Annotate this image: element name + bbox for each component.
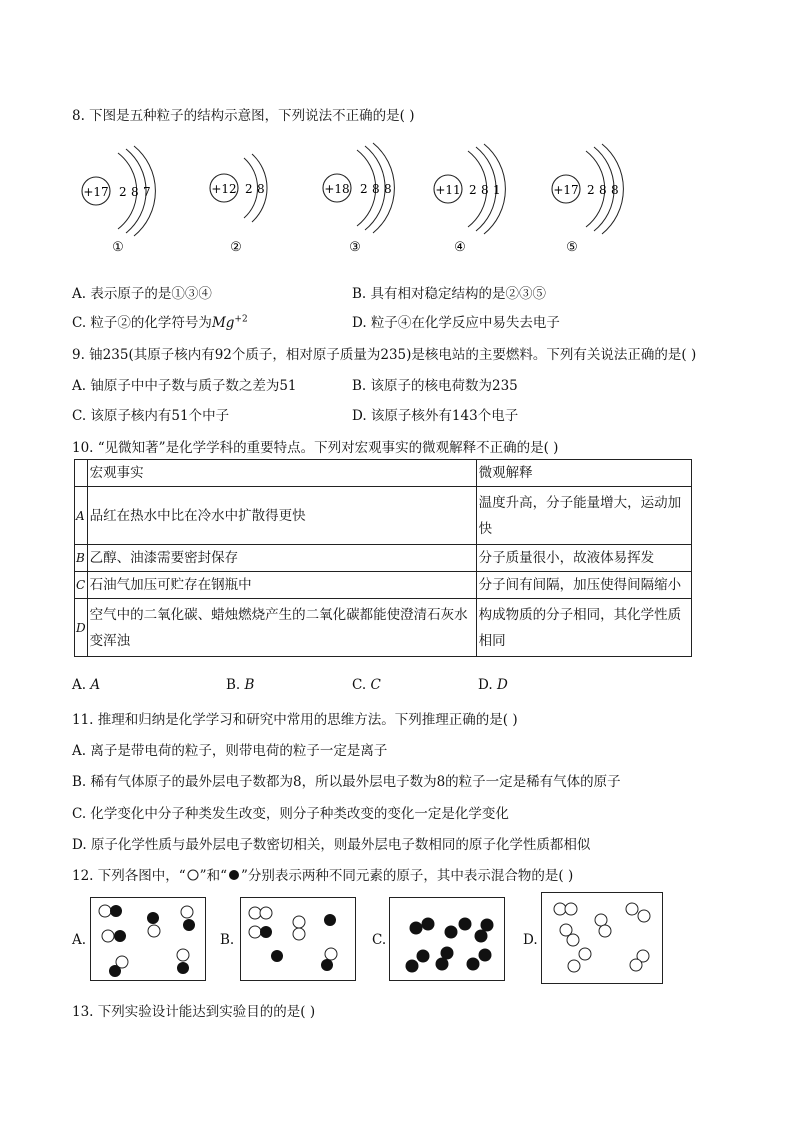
svg-text:④: ④ [454,240,466,255]
row-fact: 乙醇、油漆需要密封保存 [87,545,476,572]
row-letter: A [75,487,88,545]
q9-option-b: B. 该原子的核电荷数为235 [352,378,518,394]
q12-label-c: C. [372,932,387,948]
table-row [75,545,692,572]
nucleus-charge: +17 [83,185,109,199]
q12-label-a: A. [72,932,87,948]
row-fact: 品红在热水中比在冷水中扩散得更快 [87,487,476,545]
q10-answer-d: D. D [478,677,508,693]
q11-option-c: C. 化学变化中分子种类发生改变，则分子种类改变的变化一定是化学变化 [72,806,509,822]
q12-box-b [240,897,356,981]
svg-text:2: 2 [360,182,368,196]
charge: +2 [234,314,248,325]
table-header-row [75,460,692,487]
black-atom-icon [227,869,241,881]
row-fact: 空气中的二氧化碳、蜡烛燃烧产生的二氧化碳都能使澄清石灰水变浑浊 [87,599,476,657]
svg-text:1: 1 [493,183,501,197]
atom-structure-diagrams [0,140,794,260]
q10-answer-a: A. A [72,677,101,693]
q12-box-a [90,897,206,981]
molecule-diagram-b [241,898,355,980]
row-fact: 石油气加压可贮存在钢瓶中 [87,572,476,599]
svg-text:8: 8 [599,183,607,197]
q9-stem: 9. 铀235(其原子核内有92个质子，相对原子质量为235)是核电站的主要燃料。下列有关说法正确的是( ) [72,347,697,363]
svg-text:8: 8 [611,183,619,197]
q9-option-c: C. 该原子核内有51个中子 [72,408,230,424]
svg-text:⑤: ⑤ [566,240,578,255]
svg-text:②: ② [230,240,242,255]
q10-table [74,459,692,657]
q8-option-c-text: C. 粒子②的化学符号为 [72,315,212,331]
atom-diagram-1 [82,146,155,255]
svg-text:8: 8 [384,182,392,196]
white-atom-icon [186,869,200,881]
svg-text:③: ③ [349,240,361,255]
row-explain: 构成物质的分子相同，其化学性质相同 [476,599,691,657]
q12-label-d: D. [523,932,538,948]
q8-option-c [72,311,248,331]
svg-text:7: 7 [143,185,151,199]
table-row [75,599,692,657]
q12-label-b: B. [220,932,235,948]
q13-stem: 13. 下列实验设计能达到实验目的的是( ) [72,1004,316,1020]
q11-option-b: B. 稀有气体原子的最外层电子数都为8，所以最外层电子数为8的粒子一定是稀有气体的原子 [72,774,621,790]
row-explain: 分子间有间隔，加压使得间隔缩小 [476,572,691,599]
q8-option-a: A. 表示原子的是①③④ [72,286,212,302]
q12-stem: 12. 下列各图中，“ ”和“ ”分别表示两种不同元素的原子，其中表示混合物的是( ) [72,868,574,884]
svg-text:+11: +11 [435,183,461,197]
svg-text:2: 2 [587,183,595,197]
q8-stem: 8. 下图是五种粒子的结构示意图，下列说法不正确的是( ) [72,108,415,124]
q9-option-d: D. 该原子核外有143个电子 [352,408,519,424]
svg-text:8: 8 [131,185,139,199]
q10-answer-c: C. C [352,677,381,693]
atom-diagram-3 [323,143,394,255]
q12-box-c [389,897,505,981]
svg-text:2: 2 [245,182,253,196]
q8-option-b: B. 具有相对稳定结构的是②③⑤ [352,286,547,302]
q9-option-a: A. 铀原子中中子数与质子数之差为51 [72,378,297,394]
atom-diagram-4 [434,144,505,255]
atom-diagram-2 [210,154,267,255]
molecule-diagram-d [542,893,662,983]
particle-label: ① [112,240,124,255]
q8-option-d: D. 粒子④在化学反应中易失去电子 [352,315,560,331]
row-letter: B [75,545,88,572]
svg-text:8: 8 [481,183,489,197]
q11-option-a: A. 离子是带电荷的粒子，则带电荷的粒子一定是离子 [72,743,388,759]
row-letter: D [75,599,88,657]
svg-text:+12: +12 [211,182,237,196]
header-explain: 微观解释 [476,460,691,487]
svg-text:8: 8 [372,182,380,196]
q11-option-d: D. 原子化学性质与最外层电子数密切相关，则最外层电子数相同的原子化学性质都相似 [72,837,591,853]
row-explain: 温度升高，分子能量增大，运动加快 [476,487,691,545]
svg-text:+17: +17 [553,183,579,197]
formula: Mg [211,315,235,331]
svg-text:8: 8 [257,182,265,196]
q10-stem: 10. “见微知著”是化学学科的重要特点。下列对宏观事实的微观解释不正确的是( ) [72,440,559,456]
svg-text:+18: +18 [324,182,350,196]
row-letter: C [75,572,88,599]
atom-diagram-5 [552,144,623,255]
q12-box-d [541,892,663,984]
molecule-diagram-a [91,898,205,980]
svg-text:2: 2 [119,185,127,199]
q10-answer-b: B. B [226,677,255,693]
header-fact: 宏观事实 [87,460,476,487]
q11-stem: 11. 推理和归纳是化学学习和研究中常用的思维方法。下列推理正确的是( ) [72,712,518,728]
molecule-diagram-c [390,898,504,980]
svg-text:2: 2 [469,183,477,197]
row-explain: 分子质量很小，故液体易挥发 [476,545,691,572]
table-row [75,572,692,599]
table-row [75,487,692,545]
